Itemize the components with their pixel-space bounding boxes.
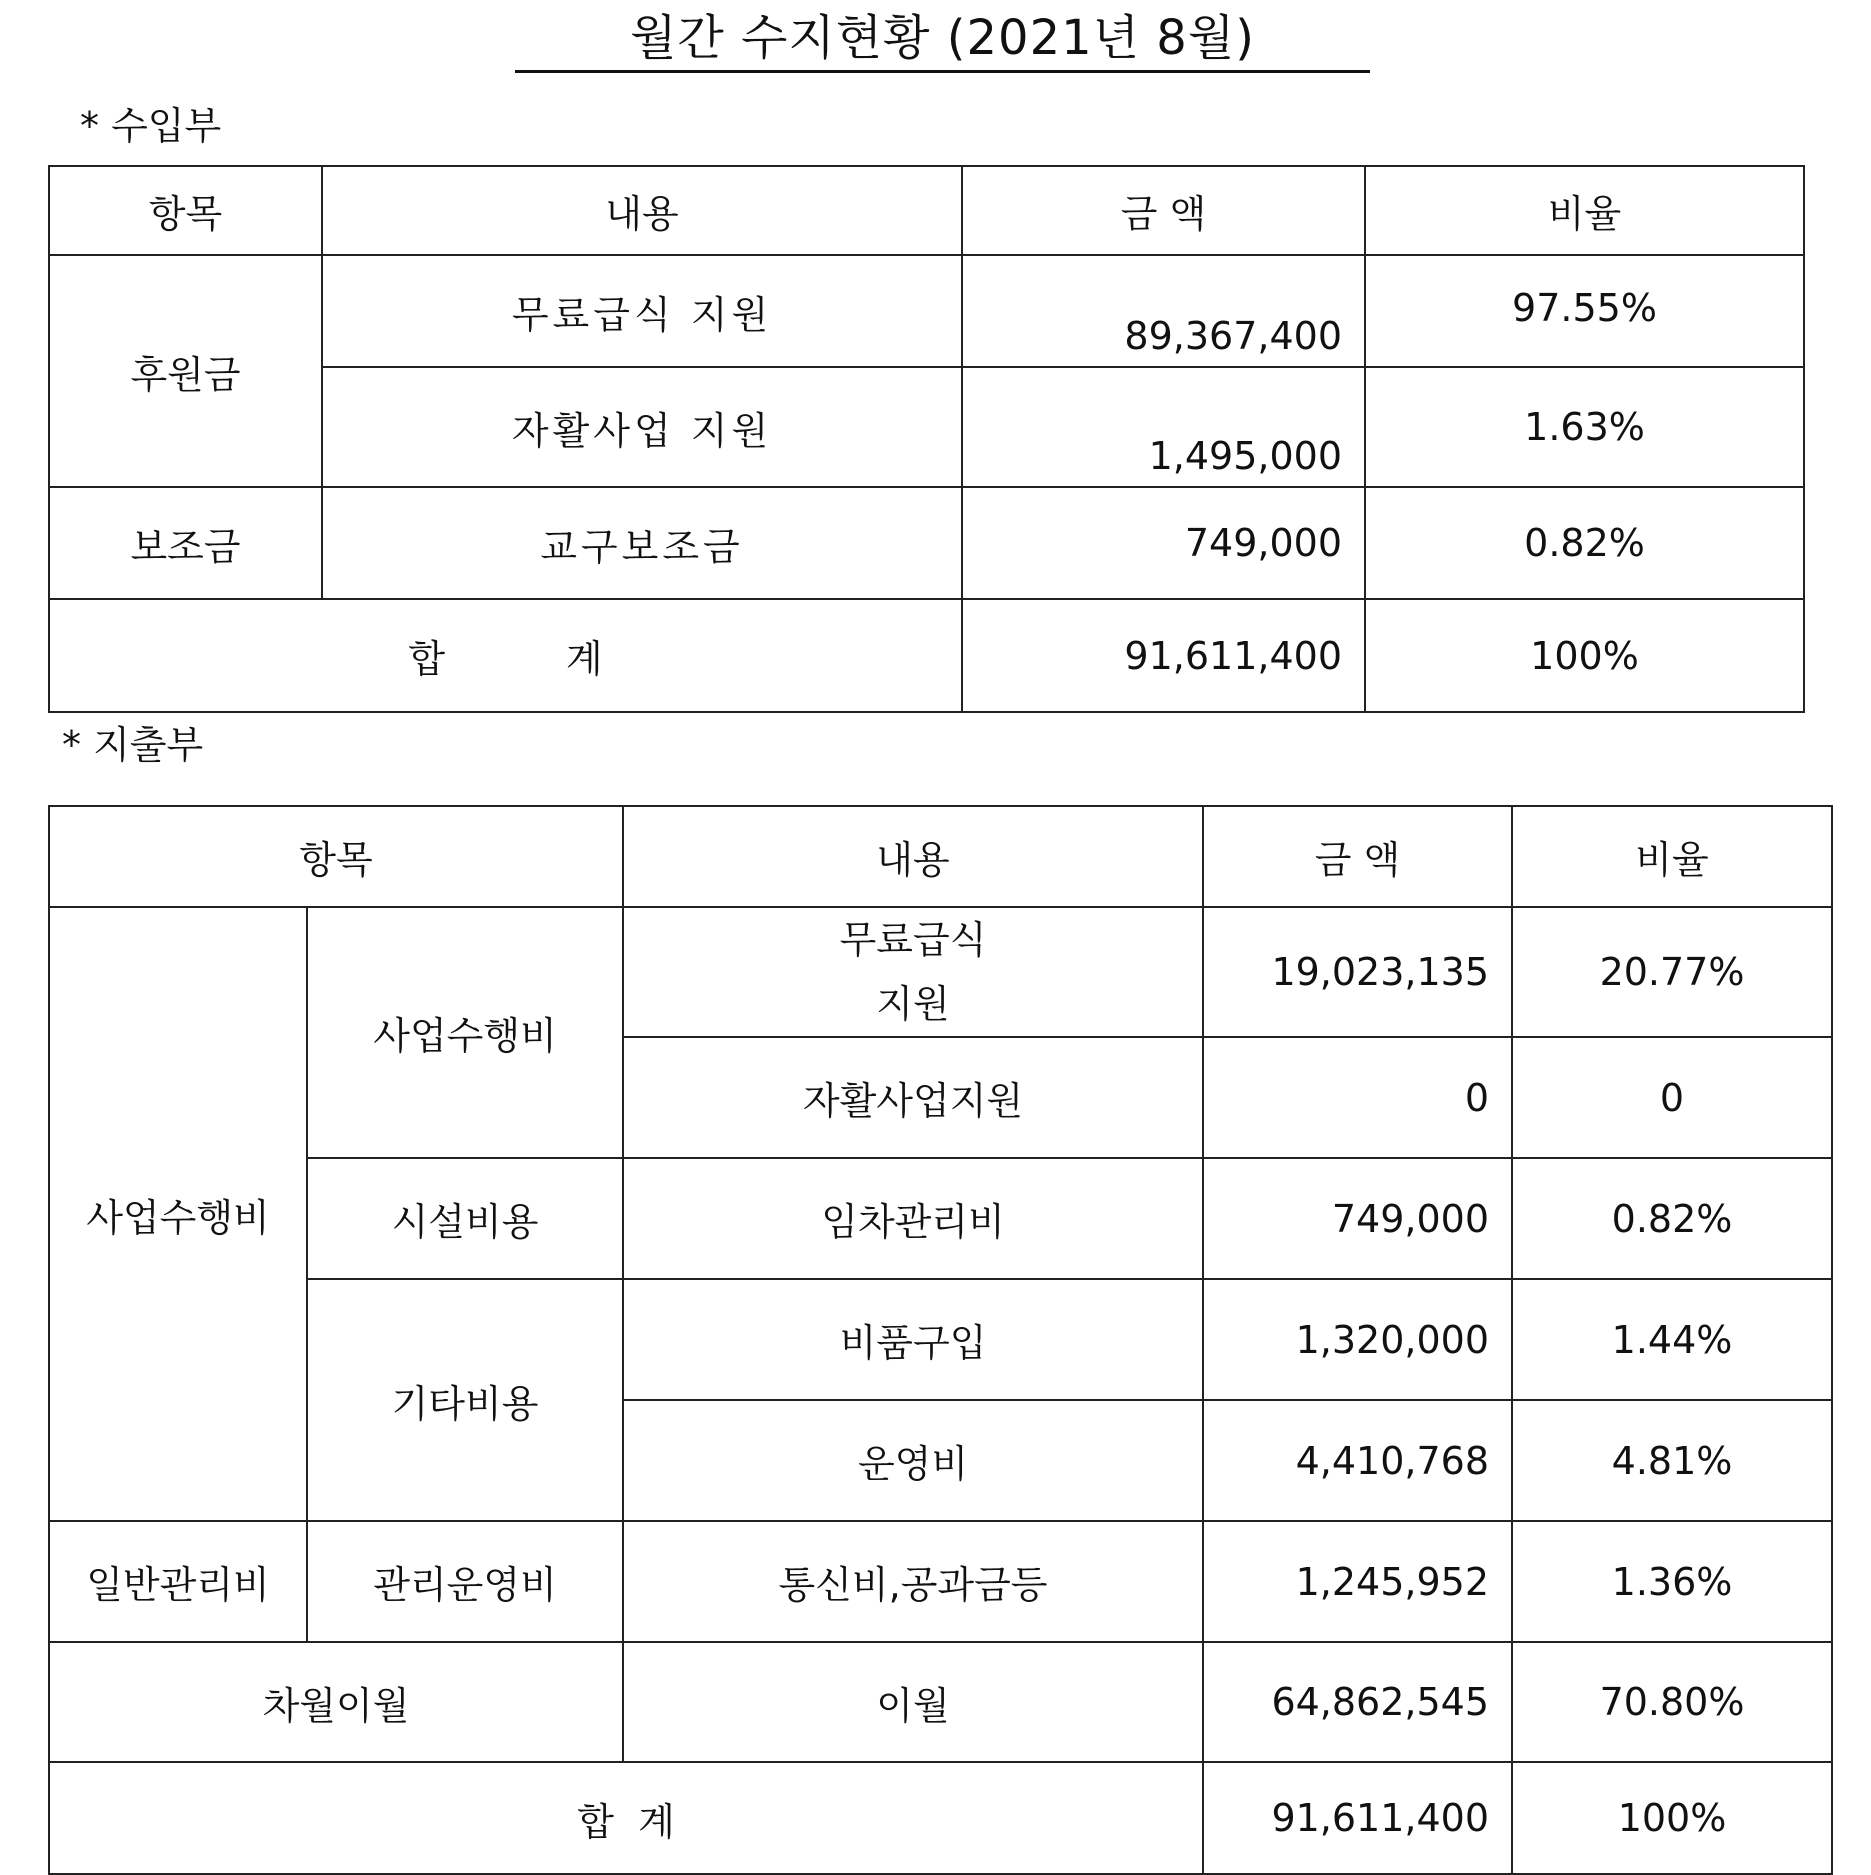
total-row: [49, 599, 1804, 712]
expense-section-label: * 지출부: [62, 723, 204, 767]
carryover-item: 차월이월: [49, 1642, 623, 1762]
amount-cell: 1,495,000: [962, 367, 1365, 487]
header-item: 항목: [49, 806, 623, 907]
subitem-cell: 시설비용: [307, 1158, 623, 1279]
total-label: 합 계: [49, 599, 962, 712]
amount-cell: 749,000: [1203, 1158, 1512, 1279]
table-row: [49, 1279, 1832, 1400]
content-cell: 비품구입: [623, 1279, 1203, 1400]
page-title: 월간 수지현황 (2021년 8월): [515, 6, 1370, 73]
table-row: [49, 907, 1832, 1037]
income-table: [48, 165, 1805, 713]
amount-cell: 1,320,000: [1203, 1279, 1512, 1400]
total-amount: 91,611,400: [1203, 1762, 1512, 1874]
carryover-ratio: 70.80%: [1512, 1642, 1832, 1762]
table-header-row: [49, 806, 1832, 907]
subitem-cell: 사업수행비: [307, 907, 623, 1158]
amount-cell: 1,245,952: [1203, 1521, 1512, 1642]
amount-cell: 89,367,400: [962, 255, 1365, 367]
table-row: [49, 1521, 1832, 1642]
content-cell: 임차관리비: [623, 1158, 1203, 1279]
group-cell: 일반관리비: [49, 1521, 307, 1642]
ratio-cell: 1.63%: [1365, 367, 1804, 487]
content-cell: 운영비: [623, 1400, 1203, 1521]
ratio-cell: 1.44%: [1512, 1279, 1832, 1400]
content-cell: 교구보조금: [322, 487, 962, 599]
content-cell: 통신비,공과금등: [623, 1521, 1203, 1642]
item-cell: 후원금: [49, 255, 322, 487]
subitem-cell: 기타비용: [307, 1279, 623, 1521]
content-cell: 무료급식 지원: [322, 255, 962, 367]
table-row: [49, 1158, 1832, 1279]
content-cell: 자활사업 지원: [322, 367, 962, 487]
group-cell: 사업수행비: [49, 907, 307, 1521]
total-row: [49, 1762, 1832, 1874]
table-row: [49, 255, 1804, 367]
total-ratio: 100%: [1512, 1762, 1832, 1874]
header-ratio: 비율: [1512, 806, 1832, 907]
ratio-cell: 0: [1512, 1037, 1832, 1158]
total-label: 합 계: [49, 1762, 1203, 1874]
header-ratio: 비율: [1365, 166, 1804, 255]
item-cell: 보조금: [49, 487, 322, 599]
content-cell: 자활사업지원: [623, 1037, 1203, 1158]
carryover-content: 이월: [623, 1642, 1203, 1762]
expense-table: [48, 805, 1833, 1875]
amount-cell: 0: [1203, 1037, 1512, 1158]
amount-cell: 19,023,135: [1203, 907, 1512, 1037]
ratio-cell: 0.82%: [1365, 487, 1804, 599]
carryover-row: [49, 1642, 1832, 1762]
ratio-cell: 20.77%: [1512, 907, 1832, 1037]
header-amount: 금 액: [962, 166, 1365, 255]
header-content: 내용: [322, 166, 962, 255]
table-header-row: [49, 166, 1804, 255]
ratio-cell: 1.36%: [1512, 1521, 1832, 1642]
ratio-cell: 4.81%: [1512, 1400, 1832, 1521]
amount-cell: 749,000: [962, 487, 1365, 599]
carryover-amount: 64,862,545: [1203, 1642, 1512, 1762]
header-item: 항목: [49, 166, 322, 255]
content-cell: 무료급식 지원: [623, 907, 1203, 1037]
header-content: 내용: [623, 806, 1203, 907]
amount-cell: 4,410,768: [1203, 1400, 1512, 1521]
header-amount: 금 액: [1203, 806, 1512, 907]
ratio-cell: 0.82%: [1512, 1158, 1832, 1279]
income-section-label: * 수입부: [80, 104, 222, 148]
subitem-cell: 관리운영비: [307, 1521, 623, 1642]
total-amount: 91,611,400: [962, 599, 1365, 712]
total-ratio: 100%: [1365, 599, 1804, 712]
table-row: [49, 487, 1804, 599]
ratio-cell: 97.55%: [1365, 255, 1804, 367]
